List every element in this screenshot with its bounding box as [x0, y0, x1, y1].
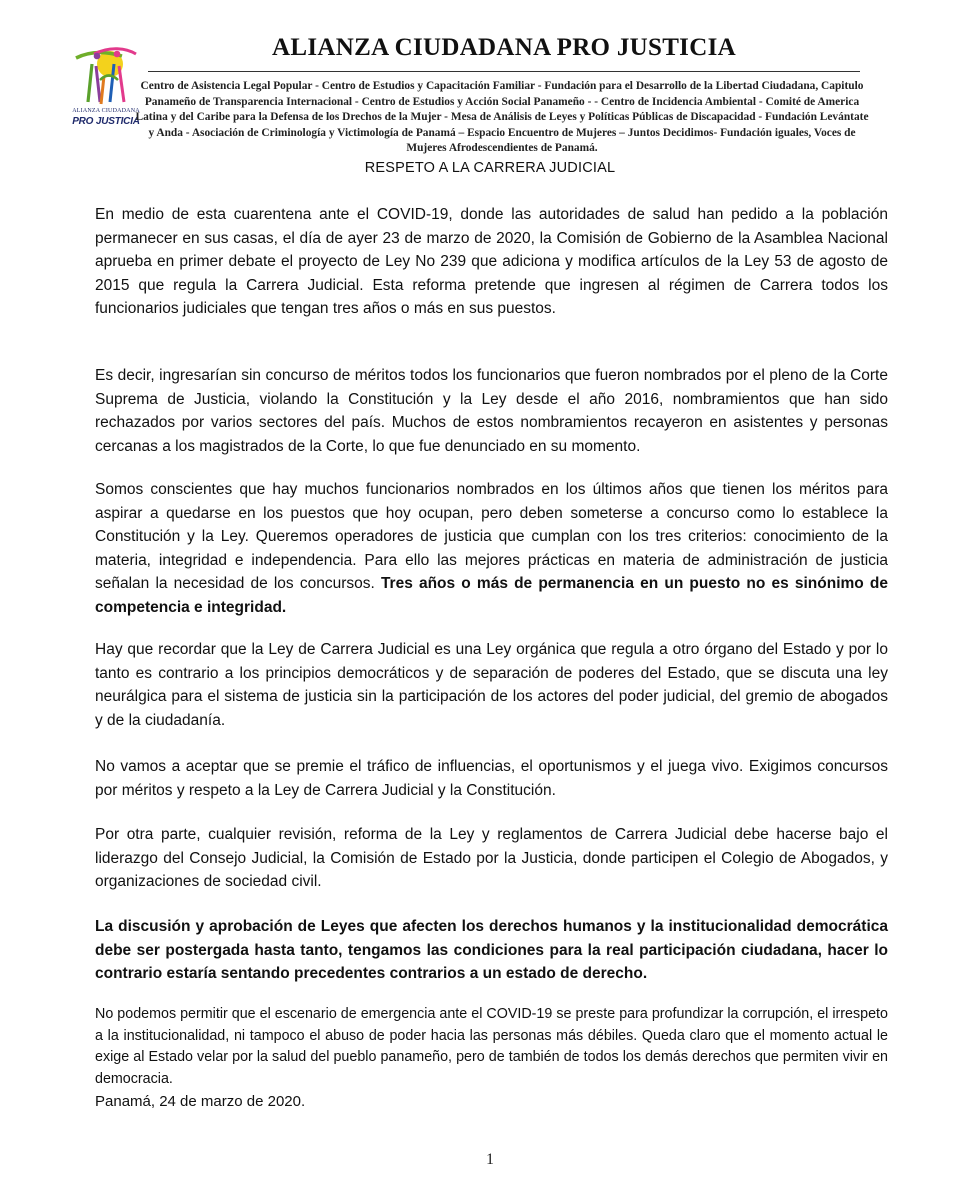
paragraph-8: No podemos permitir que el escenario de emergencia ante el COVID-19 se preste para profundizar la corrupción, el irrespeto a la institucionalidad, ni tampoco el abuso de poder hacia las personas más débiles. Queda claro que el momento actual le exige al Estado velar por la salud del pueblo panameño, pero de también de todos los demás derechos que permiten vivir en democracia.	[95, 1006, 888, 1087]
page-number: 1	[486, 1151, 494, 1168]
paragraph-1: En medio de esta cuarentena ante el COVID-19, donde las autoridades de salud han pedido a la población permanecer en sus casas, el día de ayer 23 de marzo de 2020, la Comisión de Gobierno de la Asamblea Nacional aprueba en primer debate el proyecto de Ley No 239 que adiciona y modifica artículos de la Ley 53 de agosto de 2015 que regula la Carrera Judicial. Esta reforma pretende que ingresen al régimen de Carrera todos los funcionarios judiciales que tengan tres años o más en sus puestos.	[95, 206, 888, 318]
paragraph-3	[95, 478, 888, 620]
document-heading: RESPETO A LA CARRERA JUDICIAL	[364, 160, 616, 176]
paragraph-4: Hay que recordar que la Ley de Carrera Judicial es una Ley orgánica que regula a otro órgano del Estado y por lo tanto es contrario a los principios democráticos y de separación de poderes del Estado, que se discuta una ley neurálgica para el sistema de justicia sin la participación de los actores del poder judicial, del gremio de abogados y de la ciudadanía.	[95, 641, 888, 729]
paragraph-5: No vamos a aceptar que se premie el tráfico de influencias, el oportunismos y el juega vivo. Exigimos concursos por méritos y respeto a la Ley de Carrera Judicial y la Constitución.	[95, 758, 888, 799]
paragraph-7-emphasis: La discusión y aprobación de Leyes que afecten los derechos humanos y la institucionalidad democrática debe ser postergada hasta tanto, tengamos las condiciones para la real participación ciudadana, hacer lo contrario estaría sentando precedentes contrarios a un estado de derecho.	[95, 918, 888, 983]
logo-caption-bottom: PRO JUSTICIA	[72, 116, 140, 127]
paragraph-2: Es decir, ingresarían sin concurso de méritos todos los funcionarios que fueron nombrados por el pleno de la Corte Suprema de Justicia, violando la Constitución y la Ley desde el año 2016, nombramientos que han sido rechazados por varios sectores del país. Muchos de estos nombramientos recayeron en asistentes y personas cercanas a los magistrados de la Corte, lo que fue denunciado en su momento.	[95, 367, 888, 455]
organization-title: ALIANZA CIUDADANA PRO JUSTICIA	[272, 34, 736, 61]
closing-date: Panamá, 24 de marzo de 2020.	[95, 1093, 306, 1110]
paragraph-6: Por otra parte, cualquier revisión, reforma de la Ley y reglamentos de Carrera Judicial debe hacerse bajo el liderazgo del Consejo Judicial, la Comisión de Estado por la Justicia, donde participen el Colegio de Abogados, y organizaciones de sociedad civil.	[95, 826, 888, 891]
logo-caption-top: ALIANZA CIUDADANA	[72, 108, 140, 114]
paragraph-3-text: Somos conscientes que hay muchos funcionarios nombrados en los últimos años que tienen los méritos para aspirar a quedarse en los puestos que hoy ocupan, pero deben someterse a concurso como lo establece la Constitución y la Ley. Queremos operadores de justicia que cumplan con los tres criterios: conocimiento de la materia, integridad e independencia. Para ello las mejores prácticas en materia de administración de justicia señalan la necesidad de los concursos.	[95, 481, 888, 593]
title-divider	[148, 71, 860, 72]
paragraph-3-emphasis: Tres años o más de permanencia en un puesto no es sinónimo de competencia e integridad.	[95, 575, 888, 616]
member-organizations: Centro de Asistencia Legal Popular - Centro de Estudios y Capacitación Familiar - Fundación para el Desarrollo de la Libertad Ciudadana, Capitulo Panameño de Transparencia Internacional - Centro de Estudios y Acción Social Panameño - - Centro de Incidencia Ambiental - Comité de America Latina y del Caribe para la Defensa de los Drechos de la Mujer - Mesa de Análisis de Leyes y Políticas Públicas de Discapacidad - Fundación Levántate y Anda - Asociación de Criminología y Victimología de Panamá – Espacio Encuentro de Mujeres – Juntos Decidimos- Fundación iguales, Voces de Mujeres Afrodescendientes de Panamá.	[135, 80, 869, 155]
